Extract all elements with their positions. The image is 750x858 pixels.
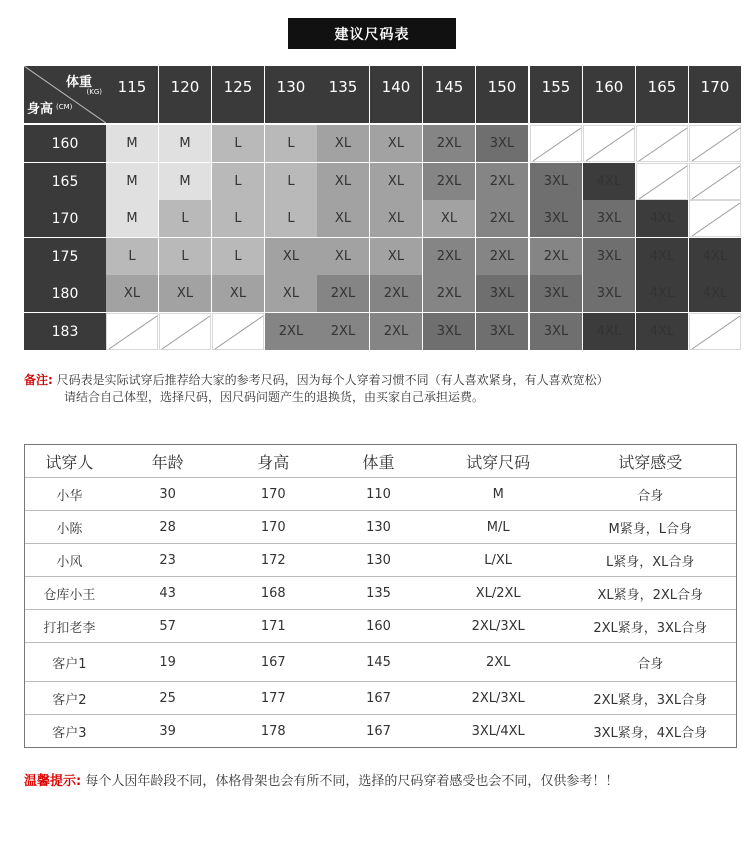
table-cell: 30 (159, 486, 176, 502)
diagonal-line (160, 314, 212, 351)
table-row (25, 477, 736, 510)
table-cell: 客户2 (52, 692, 87, 708)
size-cell: XL (423, 200, 475, 237)
weight-header: 155 (530, 66, 582, 123)
weight-header: 120 (159, 66, 211, 123)
size-cell: XL (317, 200, 369, 237)
size-cell: 2XL (423, 238, 475, 275)
table-cell: 167 (366, 690, 391, 706)
table-cell: 168 (260, 585, 286, 601)
table-cell: 23 (159, 552, 176, 568)
size-cell: M (106, 125, 158, 162)
table-cell: M (492, 486, 504, 502)
weight-unit: (KG) (86, 88, 102, 96)
size-cell: 3XL (423, 313, 475, 350)
size-cell: L (106, 238, 158, 275)
height-label: 身高 (27, 102, 54, 117)
table-cell: 167 (260, 654, 286, 670)
size-cell: M (159, 125, 211, 162)
weight-header: 145 (423, 66, 475, 123)
table-row (25, 510, 736, 543)
empty-size-cell (689, 200, 741, 237)
size-cell: XL (317, 163, 369, 200)
size-cell: M (106, 163, 158, 200)
size-cell: 4XL (636, 313, 688, 350)
size-cell: 2XL (530, 238, 582, 275)
empty-size-cell (689, 313, 741, 350)
table-cell: 39 (159, 723, 176, 739)
table-cell: 小风 (56, 554, 83, 570)
size-cell: XL (106, 275, 158, 312)
empty-size-cell (583, 125, 635, 162)
table-cell: M紧身，L合身 (608, 521, 692, 537)
size-cell: 2XL (423, 275, 475, 312)
table-cell: 135 (366, 585, 391, 601)
try-on-table (24, 444, 737, 748)
table-cell: 客户3 (52, 725, 87, 741)
note-label: 备注: (24, 373, 53, 387)
weight-header: 165 (636, 66, 688, 123)
empty-size-cell (159, 313, 211, 350)
diagonal-line (690, 126, 742, 163)
table-cell: 2XL (485, 654, 511, 670)
size-cell: XL (370, 125, 422, 162)
column-header: 试穿尺码 (466, 452, 531, 472)
size-cell: 3XL (476, 275, 528, 312)
table-cell: 43 (159, 585, 176, 601)
size-cell: L (159, 200, 211, 237)
size-cell: L (265, 163, 317, 200)
weight-header: 135 (317, 66, 369, 123)
column-header: 年龄 (151, 452, 184, 472)
size-cell: 2XL (476, 163, 528, 200)
table-cell: 3XL紧身，4XL合身 (593, 725, 708, 741)
size-cell: 3XL (530, 275, 582, 312)
table-cell: 28 (159, 519, 176, 535)
size-cell: 3XL (583, 200, 635, 237)
size-cell: L (212, 200, 264, 237)
column-header: 体重 (362, 452, 395, 472)
size-cell: 2XL (476, 200, 528, 237)
table-cell: 合身 (637, 656, 664, 672)
size-cell: 4XL (583, 313, 635, 350)
diagonal-line (690, 164, 742, 201)
table-cell: M/L (486, 519, 510, 535)
weight-header: 130 (265, 66, 317, 123)
size-cell: 3XL (476, 313, 528, 350)
size-cell: 3XL (530, 163, 582, 200)
height-header: 183 (24, 313, 106, 350)
table-cell: XL紧身，2XL合身 (597, 587, 704, 603)
diagonal-line (584, 126, 636, 163)
empty-size-cell (212, 313, 264, 350)
table-cell: 25 (159, 690, 176, 706)
size-cell: L (212, 163, 264, 200)
size-cell: 3XL (476, 125, 528, 162)
diagonal-line (107, 314, 159, 351)
size-cell: 4XL (689, 275, 741, 312)
table-row (25, 609, 736, 642)
table-row (25, 714, 736, 747)
size-note (24, 372, 609, 406)
table-cell: 160 (366, 618, 391, 634)
column-header: 身高 (257, 452, 290, 472)
size-cell: XL (317, 238, 369, 275)
diagonal-line (637, 164, 689, 201)
size-cell: 3XL (530, 200, 582, 237)
size-cell: L (159, 238, 211, 275)
chart-title: 建议尺码表 (288, 18, 456, 49)
table-cell: 小陈 (56, 521, 83, 537)
height-unit: (CM) (56, 103, 73, 111)
table-cell: 170 (260, 519, 286, 535)
size-cell: XL (370, 163, 422, 200)
table-row (25, 681, 736, 714)
weight-label: 体重 (65, 75, 92, 90)
table-cell: 3XL/4XL (471, 723, 525, 739)
size-cell: 2XL (370, 275, 422, 312)
table-cell: 130 (366, 552, 391, 568)
diagonal-line (531, 126, 583, 163)
table-cell: 178 (260, 723, 286, 739)
table-row (25, 543, 736, 576)
size-cell: XL (370, 200, 422, 237)
note-line-1: 尺码表是实际试穿后推荐给大家的参考尺码，因为每个人穿着习惯不同（有人喜欢紧身，有人喜欢宽松） (56, 373, 609, 387)
table-cell: 小华 (56, 488, 83, 504)
size-cell: 2XL (476, 238, 528, 275)
diagonal-line (690, 201, 742, 238)
size-cell: M (159, 163, 211, 200)
table-cell: 170 (260, 486, 286, 502)
diagonal-line (690, 314, 742, 351)
height-header: 175 (24, 238, 106, 275)
empty-size-cell (106, 313, 158, 350)
empty-size-cell (689, 125, 741, 162)
table-cell: 177 (260, 690, 286, 706)
size-cell: 4XL (636, 238, 688, 275)
column-header: 试穿感受 (618, 452, 683, 472)
table-cell: 2XL/3XL (471, 618, 525, 634)
size-cell: 3XL (583, 238, 635, 275)
size-cell: 2XL (317, 313, 369, 350)
size-cell: L (265, 200, 317, 237)
weight-header: 160 (583, 66, 635, 123)
weight-header: 125 (212, 66, 264, 123)
table-cell: 2XL紧身，3XL合身 (593, 692, 708, 708)
table-cell: L紧身，XL合身 (606, 554, 695, 570)
try-table-header (25, 445, 736, 477)
size-cell: XL (212, 275, 264, 312)
reminder-note (24, 770, 618, 789)
table-cell: 合身 (637, 488, 664, 504)
table-cell: 130 (366, 519, 391, 535)
size-cell: XL (159, 275, 211, 312)
table-cell: 145 (366, 654, 391, 670)
empty-size-cell (689, 163, 741, 200)
height-header: 180 (24, 275, 106, 312)
size-cell: 2XL (317, 275, 369, 312)
reminder-text: 每个人因年龄段不同，体格骨架也会有所不同，选择的尺码穿着感受也会不同，仅供参考！！ (85, 774, 619, 789)
table-row (25, 642, 736, 681)
weight-header: 150 (476, 66, 528, 123)
empty-size-cell (530, 125, 582, 162)
size-cell: XL (265, 238, 317, 275)
table-cell: 19 (159, 654, 176, 670)
size-cell: 2XL (423, 125, 475, 162)
table-cell: 2XL/3XL (471, 690, 525, 706)
size-cell: L (212, 238, 264, 275)
size-cell: 3XL (530, 313, 582, 350)
diagonal-line (637, 126, 689, 163)
reminder-label: 温馨提示: (24, 774, 82, 789)
size-cell: XL (265, 275, 317, 312)
table-cell: 167 (366, 723, 391, 739)
size-cell: M (106, 200, 158, 237)
column-header: 试穿人 (45, 452, 94, 472)
corner-header (24, 66, 106, 123)
table-row (25, 576, 736, 609)
size-cell: 4XL (689, 238, 741, 275)
table-cell: 仓库小王 (43, 587, 96, 603)
table-cell: 2XL紧身，3XL合身 (593, 620, 708, 636)
weight-header: 140 (370, 66, 422, 123)
diagonal-line (213, 314, 265, 351)
height-header: 160 (24, 125, 106, 162)
table-cell: L/XL (484, 552, 513, 568)
note-line-2: 请结合自己体型，选择尺码，因尺码问题产生的退换货，由买家自己承担运费。 (64, 390, 485, 404)
size-cell: 2XL (370, 313, 422, 350)
size-cell: L (212, 125, 264, 162)
size-cell: L (265, 125, 317, 162)
empty-size-cell (636, 125, 688, 162)
table-cell: 171 (260, 618, 286, 634)
table-cell: 172 (260, 552, 286, 568)
table-cell: 110 (366, 486, 391, 502)
table-cell: 客户1 (52, 656, 87, 672)
table-cell: XL/2XL (475, 585, 521, 601)
size-cell: 3XL (583, 275, 635, 312)
size-cell: 2XL (265, 313, 317, 350)
weight-header: 170 (689, 66, 741, 123)
size-cell: 2XL (423, 163, 475, 200)
table-cell: 57 (159, 618, 176, 634)
weight-header: 115 (106, 66, 158, 123)
empty-size-cell (636, 163, 688, 200)
size-cell: 4XL (636, 275, 688, 312)
size-cell: 4XL (636, 200, 688, 237)
height-header: 165 (24, 163, 106, 200)
size-cell: XL (370, 238, 422, 275)
table-cell: 打扣老李 (43, 620, 96, 636)
size-cell: 4XL (583, 163, 635, 200)
height-header: 170 (24, 200, 106, 237)
size-cell: XL (317, 125, 369, 162)
